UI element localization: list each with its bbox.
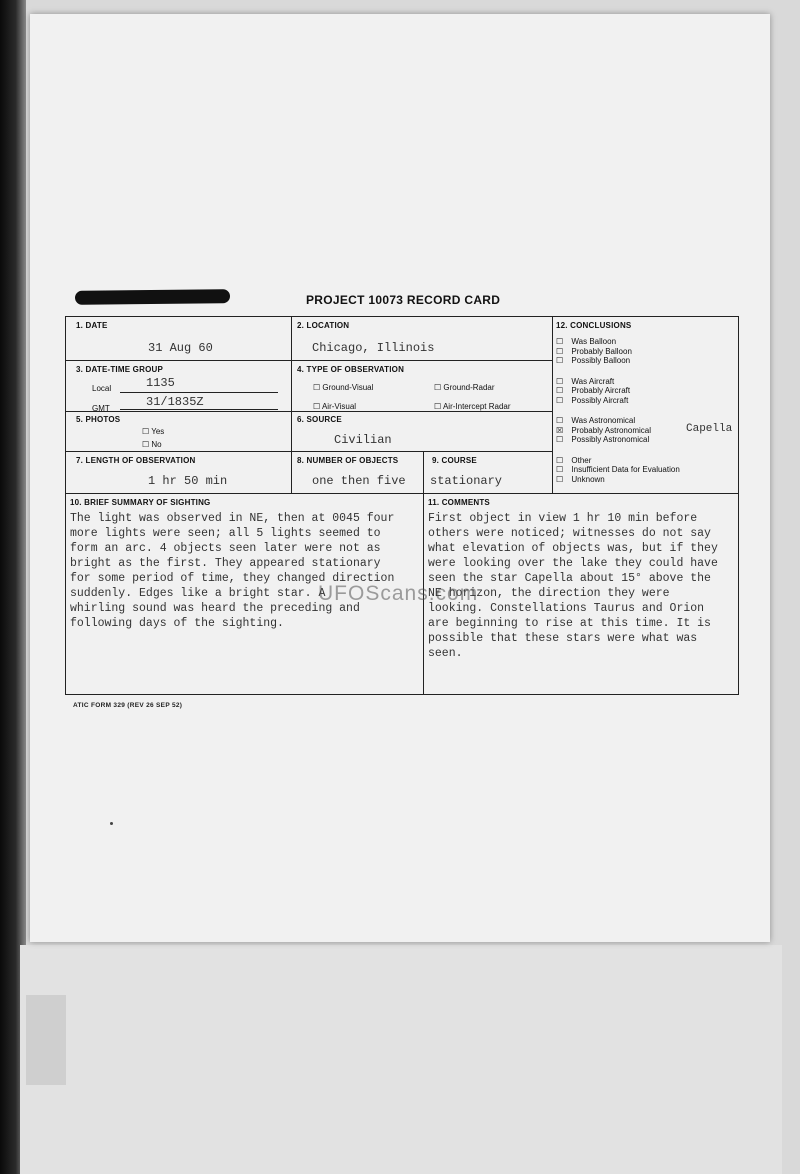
- checkbox-icon: ☐: [434, 383, 444, 392]
- source-value: Civilian: [334, 433, 392, 447]
- card-title: PROJECT 10073 RECORD CARD: [306, 293, 501, 307]
- checkbox-icon: ☐: [556, 455, 566, 465]
- col-divider-left: [291, 317, 292, 493]
- redaction-mark: [75, 289, 230, 305]
- conclusion-item: [556, 377, 614, 386]
- conclusion-label: Probably Aircraft: [571, 386, 631, 395]
- text-line: suddenly. Edges like a bright star. A: [70, 587, 326, 600]
- text-line: possible that these stars were what was: [428, 632, 698, 645]
- checkbox-icon: ☐: [556, 346, 566, 356]
- ground-radar-option: ☐ Ground-Radar: [434, 383, 495, 392]
- location-label: 2. LOCATION: [297, 321, 350, 330]
- photos-yes-option: ☐ Yes: [142, 427, 165, 436]
- objects-label: 8. NUMBER OF OBJECTS: [297, 456, 399, 465]
- conclusion-label: Probably Astronomical: [571, 425, 651, 435]
- text-line: others were noticed; witnesses do not say: [428, 527, 711, 540]
- air-visual-option: ☐ Air-Visual: [313, 402, 357, 411]
- conclusion-label: Possibly Astronomical: [571, 435, 650, 444]
- conclusion-label: Other: [571, 455, 592, 465]
- col-divider-right: [552, 317, 553, 493]
- course-value: stationary: [430, 474, 503, 488]
- checkbox-icon: ☐: [556, 356, 566, 365]
- text-line: more lights were seen; all 5 lights seemed to: [70, 527, 381, 540]
- text-line: looking. Constellations Taurus and Orion: [428, 602, 705, 615]
- text-line: form an arc. 4 objects seen later were not as: [70, 542, 381, 555]
- conclusion-label: Possibly Balloon: [571, 356, 631, 365]
- text-line: were looking over the lake they could have: [428, 557, 718, 570]
- conclusion-label: Possibly Aircraft: [571, 395, 629, 405]
- checkbox-icon: ☐: [313, 402, 322, 411]
- conclusion-label: Was Balloon: [571, 337, 617, 346]
- objects-value: one then five: [312, 474, 406, 488]
- observation-type-label: 4. TYPE OF OBSERVATION: [297, 365, 405, 374]
- length-label: 7. LENGTH OF OBSERVATION: [76, 456, 196, 465]
- conclusion-label: Unknown: [571, 474, 605, 484]
- conclusion-label: Probably Balloon: [571, 346, 632, 356]
- text-line: The light was observed in NE, then at 0045 four: [70, 512, 395, 525]
- conclusion-item: [556, 347, 632, 356]
- checkbox-icon: ☐: [556, 337, 566, 346]
- checkbox-icon: ☐: [142, 440, 152, 449]
- conclusion-item: [556, 386, 630, 395]
- conclusion-item: [556, 356, 630, 365]
- conclusion-item: [556, 456, 591, 465]
- conclusions-label: 12. CONCLUSIONS: [556, 321, 632, 330]
- text-line: whirling sound was heard the preceding and: [70, 602, 360, 615]
- checkbox-icon: ☐: [556, 435, 566, 444]
- text-line: seen.: [428, 647, 463, 660]
- col-divider-course: [423, 451, 424, 493]
- local-underline: [120, 392, 278, 393]
- form-number: ATIC FORM 329 (REV 26 SEP 52): [73, 702, 183, 709]
- ground-visual-option: ☐ Ground-Visual: [313, 383, 374, 392]
- text-line: seen the star Capella about 15° above the: [428, 572, 711, 585]
- course-label: 9. COURSE: [432, 456, 477, 465]
- checkbox-icon: ☐: [556, 474, 566, 484]
- photos-label: 5. PHOTOS: [76, 415, 121, 424]
- lower-sheet: [20, 945, 782, 1174]
- conclusion-item: [556, 416, 635, 425]
- local-value: 1135: [146, 376, 175, 390]
- date-value: 31 Aug 60: [148, 341, 213, 355]
- date-label: 1. DATE: [76, 321, 108, 330]
- conclusion-label: Was Aircraft: [571, 376, 615, 386]
- text-line: NE horizon, the direction they were: [428, 587, 670, 600]
- checkbox-icon: ☐: [556, 416, 566, 425]
- conclusion-item: [556, 396, 628, 405]
- photos-no-option: ☐ No: [142, 440, 162, 449]
- checkbox-icon: ☐: [556, 376, 566, 386]
- checkbox-icon: ☐: [556, 386, 566, 395]
- text-line: for some period of time, they changed direction: [70, 572, 395, 585]
- checkbox-icon: ☐: [556, 395, 566, 405]
- checkbox-icon: ☐: [434, 402, 443, 411]
- row-divider-main: [66, 493, 739, 494]
- location-value: Chicago, Illinois: [312, 341, 435, 355]
- summary-text: [70, 511, 420, 631]
- paper-speck: [110, 822, 113, 825]
- conclusions-list: [556, 337, 738, 487]
- local-label: Local: [92, 384, 112, 393]
- checkbox-icon: ☒: [556, 425, 566, 435]
- text-line: following days of the sighting.: [70, 617, 284, 630]
- checkbox-icon: ☐: [556, 465, 566, 474]
- conclusion-item: [556, 475, 605, 484]
- conclusion-label: Insufficient Data for Evaluation: [571, 465, 680, 474]
- record-form: [65, 316, 739, 695]
- row-divider-2: [66, 411, 553, 412]
- text-line: what elevation of objects was, but if they: [428, 542, 718, 555]
- conclusion-item: [556, 435, 649, 444]
- gmt-value: 31/1835Z: [146, 395, 204, 409]
- capella-annotation: Capella: [686, 423, 733, 435]
- row-divider-1: [66, 360, 553, 361]
- air-intercept-radar-option: ☐ Air-Intercept Radar: [434, 402, 511, 411]
- conclusion-label: Was Astronomical: [571, 416, 636, 425]
- datetime-label: 3. DATE-TIME GROUP: [76, 365, 164, 374]
- conclusion-item: [556, 426, 651, 435]
- conclusion-item: [556, 337, 616, 346]
- gmt-label: GMT: [92, 404, 110, 413]
- text-line: bright as the first. They appeared stationary: [70, 557, 381, 570]
- summary-label: 10. BRIEF SUMMARY OF SIGHTING: [70, 498, 211, 507]
- gmt-underline: [120, 409, 278, 410]
- comments-label: 11. COMMENTS: [428, 498, 490, 507]
- conclusion-item: [556, 465, 680, 474]
- text-line: are beginning to rise at this time. It is: [428, 617, 711, 630]
- checkbox-icon: ☐: [142, 427, 152, 436]
- scan-smudge: [26, 995, 66, 1085]
- text-line: First object in view 1 hr 10 min before: [428, 512, 698, 525]
- watermark: UFOScans.com: [318, 582, 479, 605]
- checkbox-icon: ☐: [313, 383, 323, 392]
- source-label: 6. SOURCE: [297, 415, 342, 424]
- length-value: 1 hr 50 min: [148, 474, 228, 488]
- row-divider-3: [66, 451, 553, 452]
